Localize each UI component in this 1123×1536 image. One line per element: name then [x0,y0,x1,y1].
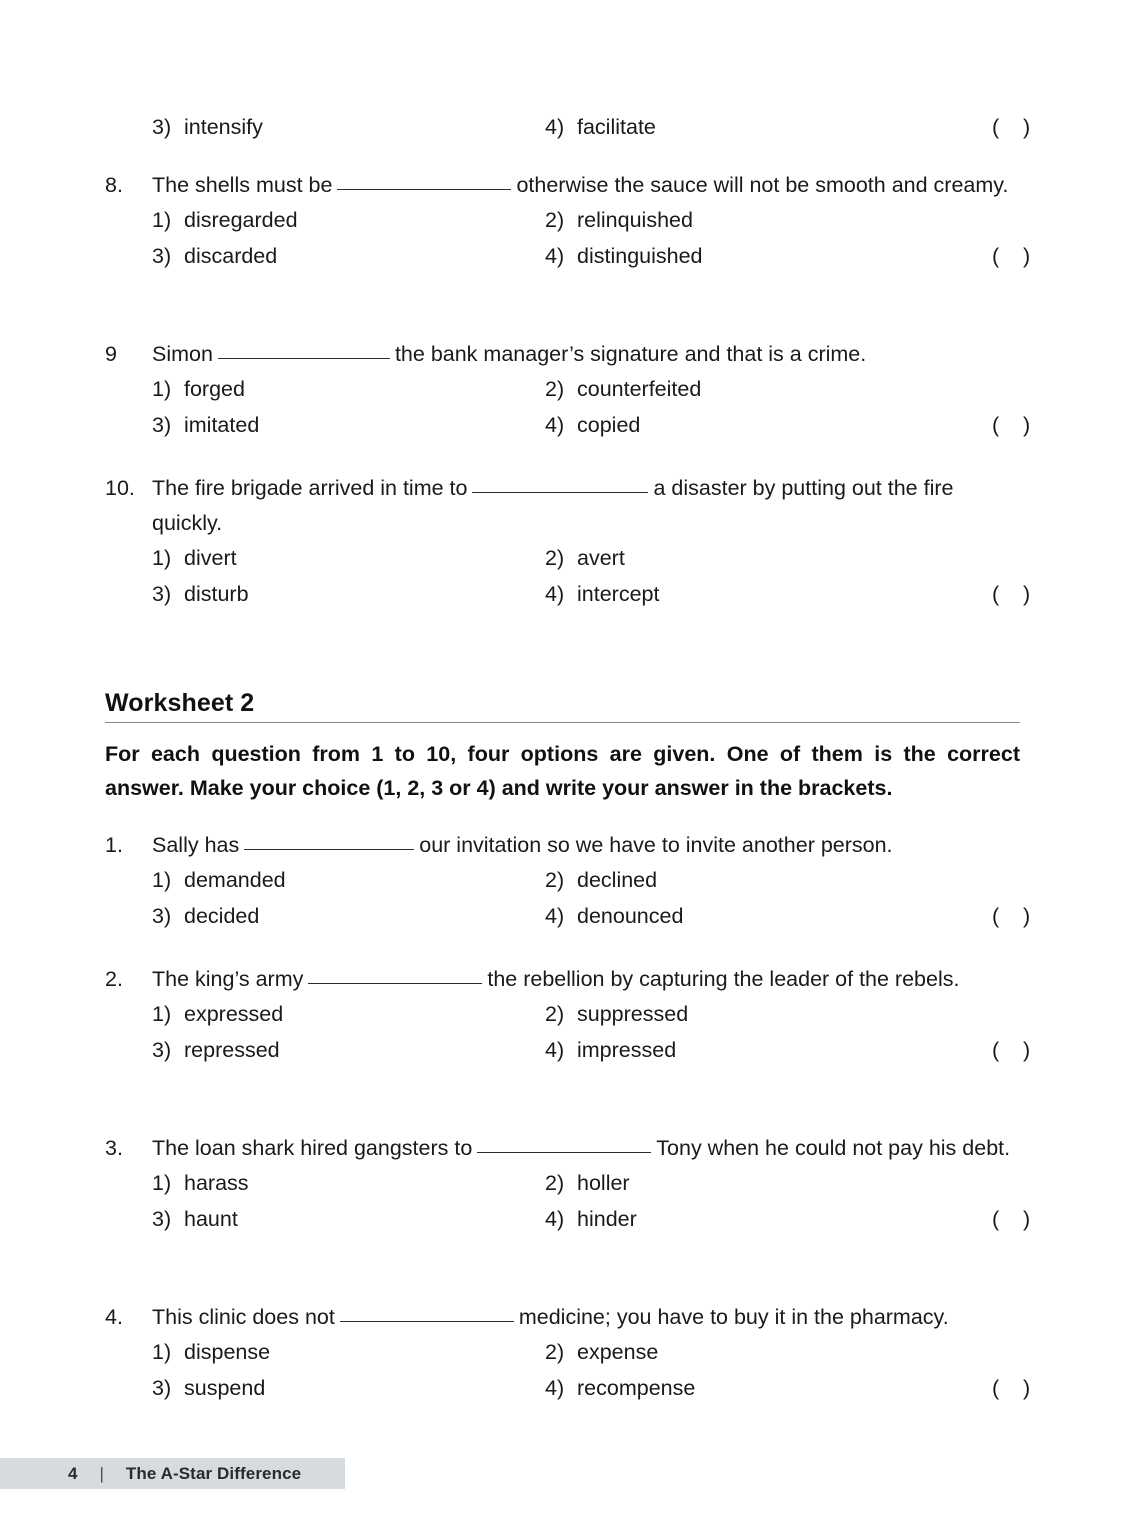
option-2[interactable] [545,1335,945,1371]
option-label: repressed [184,1037,280,1062]
option-line [152,408,1031,444]
fill-in-blank[interactable] [477,1152,651,1153]
option-index: 2) [545,868,565,892]
fill-in-blank[interactable] [337,189,511,190]
stem-after: Tony when he could not pay his debt. [656,1136,1011,1160]
answer-brackets[interactable]: ( ) [992,581,1031,606]
option-label: intercept [577,581,660,606]
option-index: 4) [545,412,565,437]
question-stem [152,828,1020,863]
question-number: 3. [105,1136,123,1160]
option-label: recompense [577,1375,696,1400]
fill-in-blank[interactable] [472,492,648,493]
option-label: impressed [577,1037,677,1062]
option-index: 2) [545,208,565,232]
option-index: 1) [152,377,172,401]
option-index: 3) [152,1206,172,1231]
stem-before: Sally has [152,833,240,857]
question-stem [152,337,1020,372]
stem-after: the rebellion by capturing the leader of the rebels. [487,967,960,991]
worksheet2-question-2 [105,962,1031,1068]
option-line [152,1335,1020,1371]
option-index: 4) [545,581,565,606]
option-line [152,541,1020,577]
option-2[interactable] [545,541,945,577]
option-line [152,1033,1031,1069]
option-label: demanded [184,868,286,892]
question-stem [152,168,1020,203]
answer-brackets[interactable]: ( ) [992,412,1031,437]
answer-brackets[interactable]: ( ) [992,115,1031,139]
option-label: suppressed [577,1002,689,1026]
instructions-line-2: answer. Make your choice (1, 2, 3 or 4) and write your answer in the brackets. [105,776,893,800]
option-3[interactable] [152,239,545,275]
option-label: copied [577,412,641,437]
option-line [152,1166,1020,1202]
option-line [152,863,1020,899]
option-index: 4) [545,115,565,139]
stem-after: a disaster by putting out the fire quickly. [152,476,954,535]
option-index: 2) [545,546,565,570]
option-label: denounced [577,903,684,928]
option-label: imitated [184,412,260,437]
option-index: 1) [152,1171,172,1195]
answer-brackets[interactable]: ( ) [992,903,1031,928]
option-3[interactable] [152,577,545,613]
option-index: 2) [545,1340,565,1364]
footer-separator: | [99,1463,104,1483]
question-number: 8. [105,173,123,197]
option-1[interactable] [152,863,545,899]
option-label: divert [184,546,237,570]
option-line [152,899,1031,935]
option-index: 2) [545,1171,565,1195]
stem-before: Simon [152,342,213,366]
worksheet-instructions [105,737,1020,805]
option-index: 1) [152,1340,172,1364]
option-3[interactable] [152,1202,545,1238]
option-4[interactable] [545,239,945,275]
stem-after: our invitation so we have to invite another person. [419,833,893,857]
option-label: disregarded [184,208,298,232]
option-index: 1) [152,208,172,232]
option-index: 2) [545,1002,565,1026]
option-label: avert [577,546,625,570]
option-line [152,1202,1031,1238]
option-line [152,239,1031,275]
option-index: 3) [152,1375,172,1400]
option-index: 4) [545,903,565,928]
option-line [152,372,1020,408]
option-index: 1) [152,868,172,892]
option-4[interactable] [545,408,945,444]
option-index: 4) [545,1206,565,1231]
option-4[interactable] [545,1202,945,1238]
option-line [152,997,1020,1033]
option-label: hinder [577,1206,637,1231]
worksheet-2-heading [105,688,1020,723]
stem-before: The fire brigade arrived in time to [152,476,468,500]
option-2[interactable] [545,372,945,408]
instructions-line-1: For each question from 1 to 10, four options are given. One of them is the correct [105,742,1020,766]
option-index: 1) [152,546,172,570]
option-label: declined [577,868,658,892]
stem-before: The loan shark hired gangsters to [152,1136,473,1160]
option-1[interactable] [152,372,545,408]
option-3[interactable] [152,1033,545,1069]
option-index: 3) [152,243,172,268]
question-10 [105,471,1031,612]
stem-before: This clinic does not [152,1305,335,1329]
option-index: 4) [545,243,565,268]
option-label: relinquished [577,208,693,232]
option-1[interactable] [152,541,545,577]
option-index: 3) [152,581,172,606]
option-label: holler [577,1171,630,1195]
question-stem [152,471,1020,541]
footer-book-title: The A-Star Difference [125,1463,302,1483]
option-1[interactable] [152,203,545,239]
option-4[interactable] [545,577,945,613]
option-3[interactable] [152,899,545,935]
option-label: expressed [184,1002,284,1026]
option-label: facilitate [577,115,656,139]
worksheet2-question-3 [105,1131,1031,1237]
fill-in-blank[interactable] [218,358,390,359]
answer-brackets[interactable]: ( ) [992,1037,1031,1062]
answer-brackets[interactable]: ( ) [992,1375,1031,1400]
option-label: counterfeited [577,377,702,401]
question-stem [152,1300,1020,1335]
option-3[interactable] [152,1371,545,1407]
option-label: harass [184,1171,249,1195]
question-number: 10. [105,476,135,500]
stem-before: The king’s army [152,967,304,991]
option-line [152,1371,1031,1407]
question-9 [105,337,1031,443]
question-stem [152,1131,1020,1166]
worksheet2-question-1 [105,828,1031,934]
question-stem [152,962,1020,997]
option-2[interactable] [545,203,945,239]
question-number: 4. [105,1305,123,1329]
option-4[interactable] [545,899,945,935]
answer-brackets[interactable]: ( ) [992,243,1031,268]
stem-after: medicine; you have to buy it in the pharmacy. [518,1305,949,1329]
option-index: 4) [545,1375,565,1400]
option-label: dispense [184,1340,271,1364]
option-label: forged [184,377,245,401]
option-label: distinguished [577,243,703,268]
question-8 [105,168,1031,274]
option-4[interactable] [545,1371,945,1407]
option-index: 2) [545,377,565,401]
option-index: 3) [152,412,172,437]
question-number: 9 [105,342,117,366]
option-1[interactable] [152,997,545,1033]
option-2[interactable] [545,1166,945,1202]
fill-in-blank[interactable] [244,849,414,850]
option-label: discarded [184,243,278,268]
option-4[interactable] [545,110,945,146]
option-label: expense [577,1340,659,1364]
question-number: 1. [105,833,123,857]
option-2[interactable] [545,997,945,1033]
page-footer [0,1458,345,1489]
option-index: 3) [152,115,172,139]
option-2[interactable] [545,863,945,899]
question-number: 2. [105,967,123,991]
stem-before: The shells must be [152,173,333,197]
option-1[interactable] [152,1166,545,1202]
option-line [152,203,1020,239]
option-line [152,577,1031,613]
option-label: disturb [184,581,249,606]
option-label: suspend [184,1375,266,1400]
option-index: 3) [152,903,172,928]
option-index: 3) [152,1037,172,1062]
footer-page-number: 4 [68,1463,78,1483]
option-label: haunt [184,1206,238,1231]
stem-after: otherwise the sauce will not be smooth and creamy. [516,173,1009,197]
answer-brackets[interactable]: ( ) [992,1206,1031,1231]
stem-after: the bank manager’s signature and that is a crime. [394,342,867,366]
option-3[interactable] [152,110,545,146]
option-index: 4) [545,1037,565,1062]
option-4[interactable] [545,1033,945,1069]
option-label: decided [184,903,260,928]
continued-options-row [105,110,1031,146]
option-3[interactable] [152,408,545,444]
option-index: 1) [152,1002,172,1026]
option-1[interactable] [152,1335,545,1371]
option-label: intensify [184,115,263,139]
fill-in-blank[interactable] [340,1321,514,1322]
heading-rule [105,722,1020,723]
option-line [152,110,1031,146]
worksheet2-question-4 [105,1300,1031,1406]
fill-in-blank[interactable] [308,983,482,984]
worksheet-title: Worksheet 2 [105,689,255,717]
